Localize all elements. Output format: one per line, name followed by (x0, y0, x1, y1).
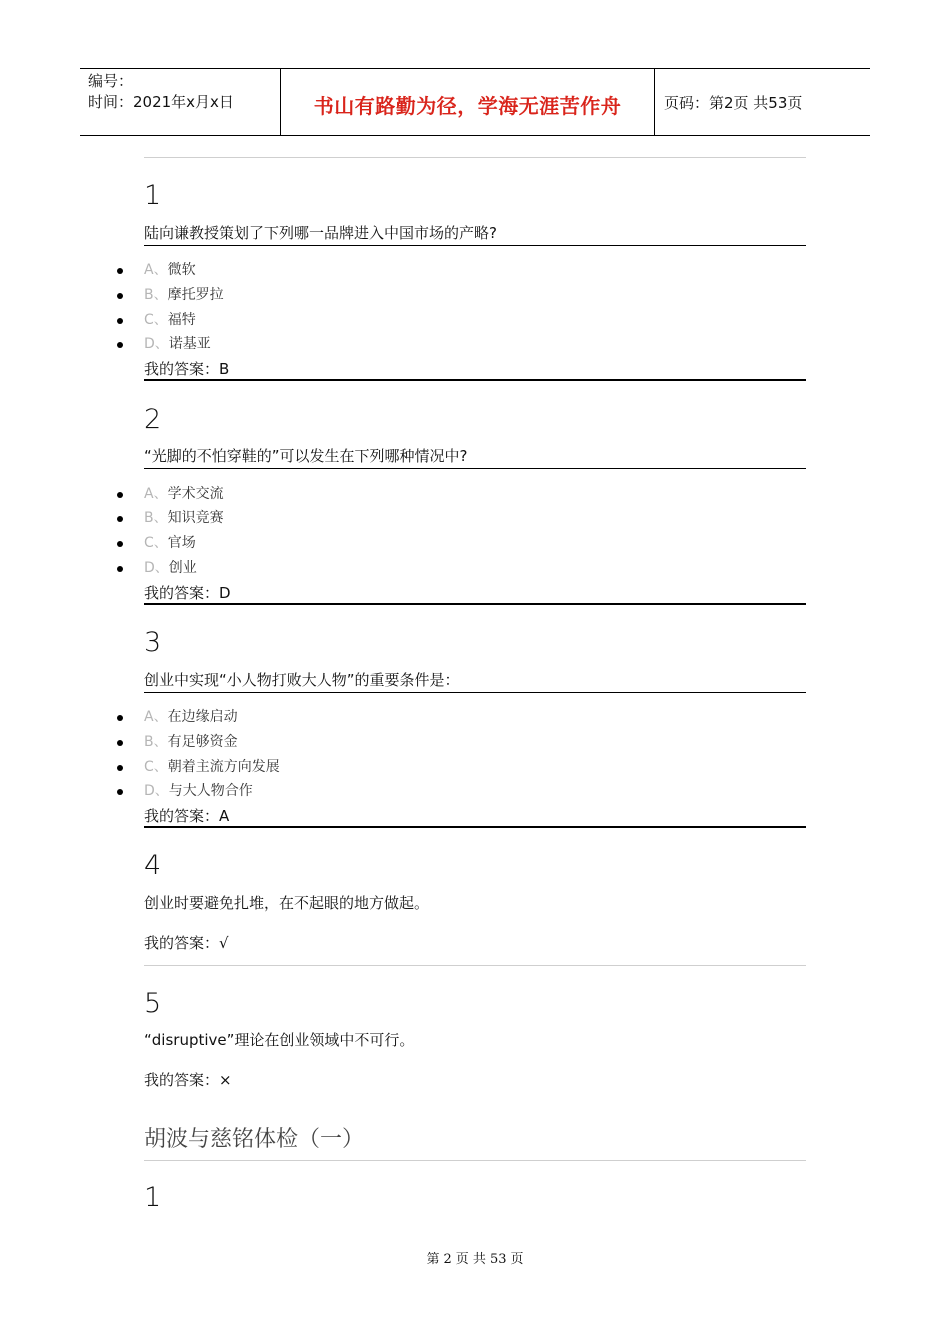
motto: 书山有路勤为径，学海无涯苦作舟 (313, 94, 622, 118)
bullet (117, 566, 123, 572)
bullet (117, 492, 123, 498)
question-number: 1 (144, 180, 162, 211)
question-number: 5 (144, 988, 162, 1019)
bullet (117, 789, 123, 795)
option-c[interactable]: C、朝着主流方向发展 (144, 759, 280, 775)
option-c[interactable]: C、福特 (144, 312, 196, 328)
option-b[interactable]: B、摩托罗拉 (144, 287, 224, 303)
question-number: 2 (144, 404, 162, 435)
question-number: 4 (144, 850, 162, 881)
bullet (117, 342, 123, 348)
divider (144, 157, 806, 158)
page-footer (0, 1248, 950, 1267)
document-header (80, 68, 870, 136)
header-page-cell (655, 69, 870, 135)
footer-page: 2 (443, 1252, 452, 1267)
option-b[interactable]: B、有足够资金 (144, 734, 238, 750)
header-motto-cell (281, 69, 655, 135)
my-answer: 我的答案：√ (144, 934, 229, 952)
bullet (117, 740, 123, 746)
footer-total: 53 (489, 1252, 507, 1267)
my-answer: 我的答案：× (144, 1071, 232, 1089)
bullet (117, 268, 123, 274)
option-c[interactable]: C、官场 (144, 535, 196, 551)
bullet (117, 293, 123, 299)
question-number: 3 (144, 627, 162, 658)
bullet (117, 765, 123, 771)
footer-mid: 页 共 (455, 1252, 486, 1267)
bullet (117, 541, 123, 547)
header-meta-cell (80, 69, 281, 135)
section-title: 胡波与慈铭体检（一） (144, 1127, 365, 1152)
date-label: 时间：2021年x月x日 (88, 93, 234, 111)
bullet (117, 516, 123, 522)
bullet (117, 318, 123, 324)
question-text: 陆向谦教授策划了下列哪一品牌进入中国市场的产略? (144, 223, 806, 246)
page-label: 页码：第2页 共53页 (664, 94, 803, 112)
my-answer: 我的答案：D (144, 583, 806, 605)
my-answer: 我的答案：B (144, 359, 806, 381)
bullet (117, 715, 123, 721)
footer-pre: 第 (426, 1252, 440, 1267)
number-label: 编号： (88, 72, 134, 90)
question-text: 创业时要避免扎堆，在不起眼的地方做起。 (144, 894, 430, 912)
option-d[interactable]: D、与大人物合作 (144, 783, 253, 799)
divider (144, 1160, 806, 1161)
footer-post: 页 (510, 1252, 524, 1267)
option-b[interactable]: B、知识竞赛 (144, 510, 224, 526)
question-text: “disruptive”理论在创业领域中不可行。 (144, 1031, 415, 1049)
option-a[interactable]: A、微软 (144, 262, 196, 278)
divider (144, 965, 806, 966)
my-answer: 我的答案：A (144, 806, 806, 828)
question-number: 1 (144, 1182, 162, 1213)
question-text: 创业中实现“小人物打败大人物”的重要条件是： (144, 670, 806, 693)
option-d[interactable]: D、创业 (144, 560, 197, 576)
option-a[interactable]: A、学术交流 (144, 486, 224, 502)
question-text: “光脚的不怕穿鞋的”可以发生在下列哪种情况中? (144, 446, 806, 469)
option-d[interactable]: D、诺基亚 (144, 336, 211, 352)
option-a[interactable]: A、在边缘启动 (144, 709, 238, 725)
